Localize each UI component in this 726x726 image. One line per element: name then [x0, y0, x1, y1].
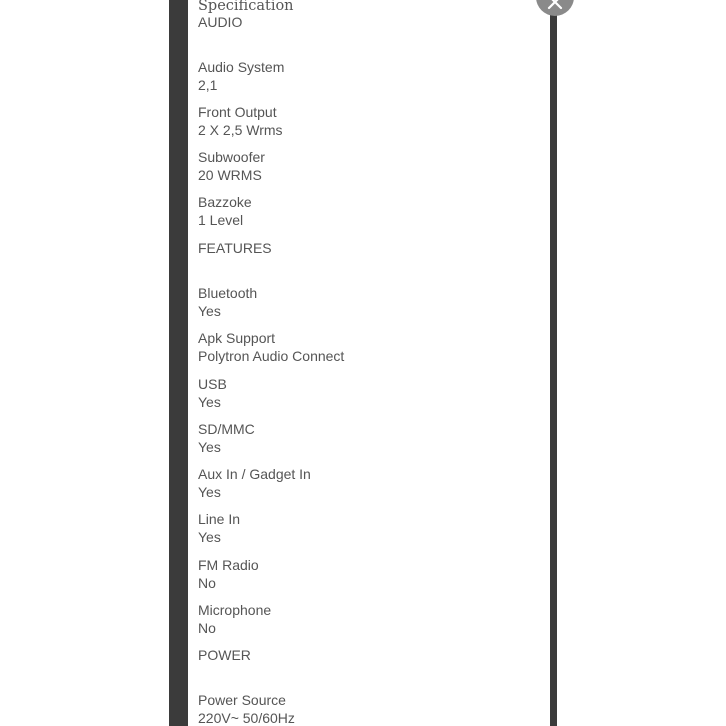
spec-heading: Specification: [198, 0, 294, 14]
spec-label-bazzoke: Bazzoke: [198, 194, 252, 210]
spec-label-apk-support: Apk Support: [198, 330, 276, 346]
frame-left-border: [169, 0, 188, 726]
spec-label-power-source: Power Source: [198, 692, 286, 708]
spec-label-sd-mmc: SD/MMC: [198, 421, 255, 437]
spec-value-aux-in: Yes: [198, 484, 221, 500]
spec-label-usb: USB: [198, 376, 227, 392]
spec-value-bluetooth: Yes: [198, 303, 221, 319]
section-title-audio: AUDIO: [198, 14, 243, 30]
spec-value-usb: Yes: [198, 394, 221, 410]
section-title-features: FEATURES: [198, 240, 272, 256]
close-icon: [536, 0, 574, 16]
spec-value-audio-system: 2,1: [198, 77, 218, 93]
close-button[interactable]: [536, 0, 574, 16]
spec-label-subwoofer: Subwoofer: [198, 149, 265, 165]
spec-label-bluetooth: Bluetooth: [198, 285, 258, 301]
spec-label-aux-in: Aux In / Gadget In: [198, 466, 311, 482]
spec-value-subwoofer: 20 WRMS: [198, 167, 262, 183]
frame-right-border: [550, 0, 557, 726]
spec-value-sd-mmc: Yes: [198, 439, 221, 455]
spec-value-apk-support: Polytron Audio Connect: [198, 348, 345, 364]
spec-panel: [188, 0, 550, 726]
spec-label-front-output: Front Output: [198, 104, 277, 120]
spec-value-line-in: Yes: [198, 529, 221, 545]
spec-value-fm-radio: No: [198, 575, 216, 591]
spec-value-front-output: 2 X 2,5 Wrms: [198, 122, 283, 138]
spec-value-bazzoke: 1 Level: [198, 212, 244, 228]
spec-label-audio-system: Audio System: [198, 59, 285, 75]
section-title-power: POWER: [198, 647, 251, 663]
spec-label-fm-radio: FM Radio: [198, 557, 259, 573]
spec-value-power-source: 220V~ 50/60Hz: [198, 710, 295, 726]
spec-label-line-in: Line In: [198, 511, 241, 527]
spec-value-microphone: No: [198, 620, 216, 636]
spec-label-microphone: Microphone: [198, 602, 272, 618]
